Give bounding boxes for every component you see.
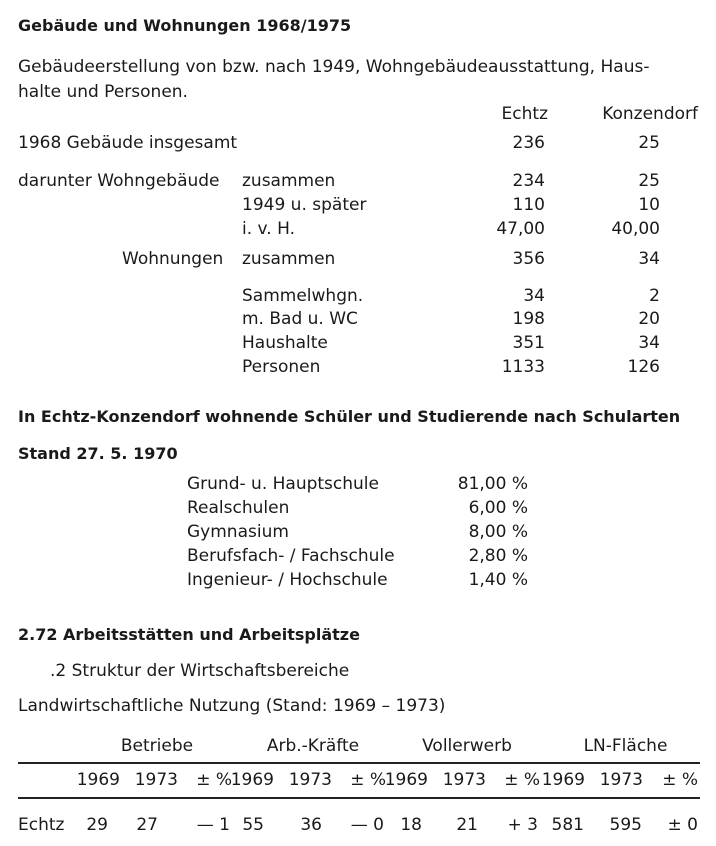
row-label: Wohnungen — [122, 249, 224, 269]
value-echtz: 1133 — [501, 357, 545, 377]
school-type-label: Berufsfach- / Fachschule — [187, 546, 395, 566]
table-rule-top — [18, 762, 700, 764]
school-type-percent: 2,80 % — [468, 546, 528, 566]
group-header-betriebe: Betriebe — [120, 736, 194, 756]
subheader-change-percent: ± % — [350, 770, 386, 790]
subheader-1969: 1969 — [76, 770, 120, 790]
value-echtz: 47,00 — [496, 219, 545, 239]
school-type-percent: 8,00 % — [468, 522, 528, 542]
value-konzendorf: 20 — [638, 309, 660, 329]
subheader-1969: 1969 — [384, 770, 428, 790]
value-echtz: 351 — [512, 333, 545, 353]
school-type-percent: 6,00 % — [468, 498, 528, 518]
section-description-line-1: Gebäudeerstellung von bzw. nach 1949, Wohngebäudeausstattung, Haus- — [18, 57, 650, 77]
school-type-percent: 81,00 % — [457, 474, 528, 494]
table-rule-bottom — [18, 797, 700, 799]
row-label-echtz: Echtz — [18, 815, 65, 835]
table-cell: + 3 — [507, 815, 538, 835]
value-konzendorf: 2 — [649, 286, 660, 306]
table-cell: 55 — [242, 815, 264, 835]
subheader-1969: 1969 — [230, 770, 274, 790]
table-cell: — 1 — [196, 815, 230, 835]
school-type-percent: 1,40 % — [468, 570, 528, 590]
value-konzendorf: 25 — [638, 171, 660, 191]
students-stand-date: Stand 27. 5. 1970 — [18, 444, 178, 463]
value-konzendorf: 34 — [638, 249, 660, 269]
school-type-label: Realschulen — [187, 498, 290, 518]
value-konzendorf: 40,00 — [611, 219, 660, 239]
section-title-workplaces: 2.72 Arbeitsstätten und Arbeitsplätze — [18, 625, 360, 644]
subheader-1973: 1973 — [442, 770, 486, 790]
table-cell: 595 — [609, 815, 642, 835]
subheader-change-percent: ± % — [196, 770, 232, 790]
table-cell: 29 — [86, 815, 108, 835]
section-title-students: In Echtz-Konzendorf wohnende Schüler und Studierende nach Schularten — [18, 407, 681, 426]
value-konzendorf: 10 — [638, 195, 660, 215]
subheader-1969: 1969 — [541, 770, 585, 790]
row-sublabel: zusammen — [242, 171, 336, 191]
table-cell: 36 — [300, 815, 322, 835]
section-title-buildings: Gebäude und Wohnungen 1968/1975 — [18, 16, 352, 35]
section-subtitle-structure: .2 Struktur der Wirtschaftsbereiche — [50, 661, 350, 681]
table-cell: ± 0 — [667, 815, 698, 835]
section-description-line-2: halte und Personen. — [18, 82, 188, 102]
row-sublabel: i. v. H. — [242, 219, 295, 239]
value-konzendorf: 34 — [638, 333, 660, 353]
value-konzendorf: 126 — [627, 357, 660, 377]
value-echtz: 236 — [512, 133, 545, 153]
subheader-1973: 1973 — [134, 770, 178, 790]
row-sublabel: m. Bad u. WC — [242, 309, 358, 329]
value-konzendorf: 25 — [638, 133, 660, 153]
school-type-label: Grund- u. Hauptschule — [187, 474, 379, 494]
group-header-vollerwerb: Vollerwerb — [422, 736, 512, 756]
table-cell: 18 — [400, 815, 422, 835]
column-header-echtz: Echtz — [501, 104, 548, 124]
subheader-1973: 1973 — [288, 770, 332, 790]
row-sublabel: Haushalte — [242, 333, 328, 353]
value-echtz: 356 — [512, 249, 545, 269]
row-label: darunter Wohngebäude — [18, 171, 220, 191]
table-cell: 27 — [136, 815, 158, 835]
column-header-konzendorf: Konzendorf — [602, 104, 698, 124]
value-echtz: 198 — [512, 309, 545, 329]
value-echtz: 234 — [512, 171, 545, 191]
value-echtz: 110 — [512, 195, 545, 215]
subheader-change-percent: ± % — [662, 770, 698, 790]
school-type-label: Ingenieur- / Hochschule — [187, 570, 388, 590]
group-header-arbeitskraefte: Arb.-Kräfte — [266, 736, 360, 756]
row-sublabel: Sammelwhgn. — [242, 286, 364, 306]
table-cell: 21 — [456, 815, 478, 835]
table-cell: 581 — [551, 815, 584, 835]
school-type-label: Gymnasium — [187, 522, 289, 542]
subheader-1973: 1973 — [599, 770, 643, 790]
value-echtz: 34 — [523, 286, 545, 306]
subheader-change-percent: ± % — [504, 770, 540, 790]
row-sublabel: 1949 u. später — [242, 195, 367, 215]
row-sublabel: Personen — [242, 357, 321, 377]
group-header-ln-flaeche: LN-Fläche — [583, 736, 668, 756]
row-sublabel: zusammen — [242, 249, 336, 269]
table-cell: — 0 — [350, 815, 384, 835]
row-label: 1968 Gebäude insgesamt — [18, 133, 238, 153]
table-caption-land-use: Landwirtschaftliche Nutzung (Stand: 1969 – 1973) — [18, 696, 446, 716]
